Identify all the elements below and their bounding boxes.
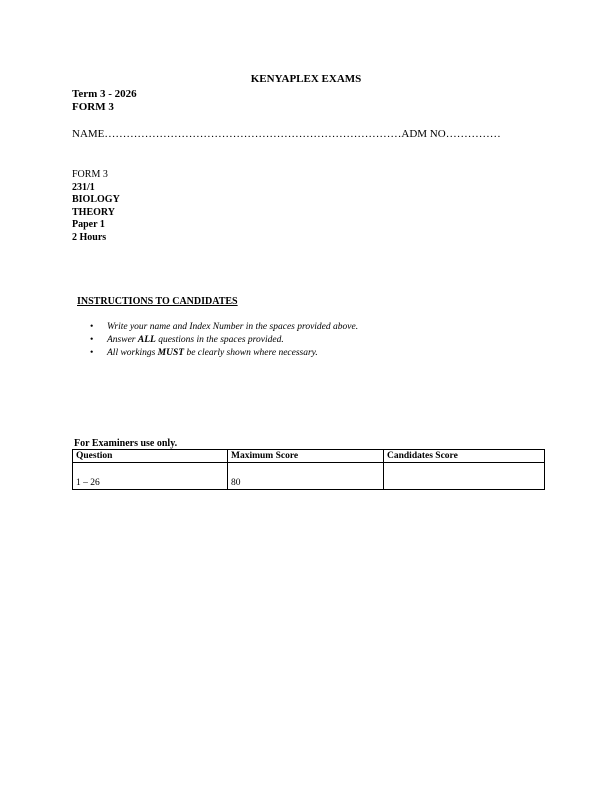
exam-title: KENYAPLEX EXAMS [250, 73, 362, 85]
term-label: Term 3 - 2026 [72, 88, 137, 100]
paper-subject: BIOLOGY [72, 194, 120, 205]
instructions-heading: INSTRUCTIONS TO CANDIDATES [77, 296, 238, 307]
examiners-score-table [72, 449, 545, 490]
instruction-item: • Answer ALL questions in the spaces provided. [90, 335, 284, 345]
table-header-row [73, 450, 545, 463]
bullet-icon: • [90, 322, 94, 332]
form-label: FORM 3 [72, 101, 114, 113]
paper-code: 231/1 [72, 181, 95, 193]
header-maximum-score: Maximum Score [228, 450, 384, 463]
cell-maximum-score: 80 [228, 463, 384, 490]
header-candidates-score: Candidates Score [384, 450, 545, 463]
paper-duration: 2 Hours [72, 231, 107, 243]
paper-section: THEORY [72, 206, 115, 218]
instruction-item: • All workings MUST be clearly shown where necessary. [90, 348, 318, 358]
examiners-caption: For Examiners use only. [74, 438, 178, 449]
name-adm-line: NAME………………………………………………………………………ADM NO…………… [72, 128, 501, 140]
paper-number: Paper 1 [72, 219, 105, 230]
cell-candidates-score[interactable] [384, 463, 545, 490]
bullet-icon: • [90, 335, 94, 345]
cell-question-range: 1 – 26 [73, 463, 228, 490]
paper-form: FORM 3 [72, 169, 108, 180]
bullet-icon: • [90, 348, 94, 358]
table-row [73, 463, 545, 490]
header-question: Question [73, 450, 228, 463]
instructions-list [90, 321, 358, 360]
paper-details [72, 169, 120, 244]
instruction-item: • Write your name and Index Number in the spaces provided above. [90, 322, 359, 332]
